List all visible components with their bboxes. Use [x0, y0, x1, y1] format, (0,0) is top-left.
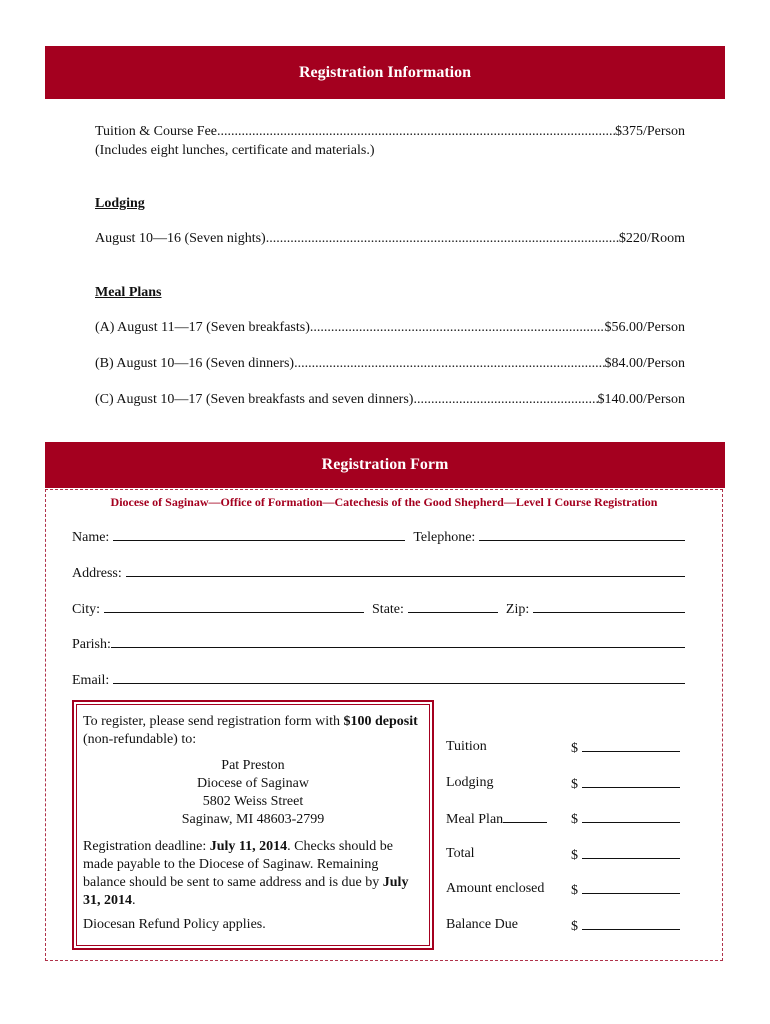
meal-plan-label: (B) August 10—16 (Seven dinners)	[95, 356, 295, 371]
form-subtitle: Diocese of Saginaw—Office of Formation—Catechesis of the Good Shepherd—Level I Course Registration	[110, 495, 658, 509]
balance-due-label: Balance Due	[446, 917, 518, 932]
lodging-amount-field[interactable]	[582, 775, 680, 788]
currency-symbol: $	[571, 883, 578, 898]
currency-symbol: $	[571, 848, 578, 863]
refund-policy: Diocesan Refund Policy applies.	[83, 917, 266, 932]
balance-due-date: July 31, 2014	[83, 875, 409, 908]
meal-plan-price: $140.00/Person	[597, 392, 685, 407]
address-line: Pat Preston	[221, 758, 285, 773]
leader-dots	[294, 356, 604, 372]
zip-field[interactable]	[533, 598, 685, 613]
meal-plan-label: (C) August 10—17 (Seven breakfasts and seven dinners)	[95, 392, 414, 407]
currency-symbol: $	[571, 812, 578, 827]
lodging-heading: Lodging	[95, 196, 145, 211]
city-label: City:	[72, 602, 101, 617]
zip-label: Zip:	[505, 602, 530, 617]
tuition-line	[95, 124, 685, 140]
registration-information-title: Registration Information	[299, 63, 471, 81]
deadline-paragraph	[83, 838, 423, 910]
meal-plan-label: (A) August 11—17 (Seven breakfasts)	[95, 320, 310, 335]
meal-plan-line-a	[95, 320, 685, 336]
address-label: Address:	[72, 566, 122, 581]
tuition-amount-label: Tuition	[446, 739, 487, 754]
tuition-note: (Includes eight lunches, certificate and materials.)	[95, 143, 375, 158]
leader-dots	[217, 124, 615, 140]
balance-due-field[interactable]	[582, 917, 680, 930]
meal-plan-line-b	[95, 356, 685, 372]
address-line: Diocese of Saginaw	[197, 776, 309, 791]
state-field[interactable]	[408, 598, 498, 613]
amount-enclosed-field[interactable]	[582, 881, 680, 894]
address-row	[72, 562, 685, 582]
address-line: 5802 Weiss Street	[202, 794, 304, 809]
meal-plan-amount-label: Meal Plan	[446, 812, 504, 827]
deadline-end: .	[132, 893, 136, 908]
leader-dots	[310, 320, 605, 336]
meal-plan-amount	[571, 810, 680, 828]
parish-label: Parish:	[72, 637, 111, 652]
telephone-label: Telephone:	[413, 530, 476, 545]
mailing-address	[83, 757, 423, 829]
address-line: Saginaw, MI 48603-2799	[181, 812, 325, 827]
tuition-amount-field[interactable]	[582, 739, 680, 752]
total-amount-field[interactable]	[582, 846, 680, 859]
tuition-label: Tuition & Course Fee	[95, 124, 217, 139]
lodging-label: August 10—16 (Seven nights)	[95, 231, 266, 246]
leader-dots	[266, 231, 619, 247]
leader-dots	[413, 392, 597, 408]
meal-plans-heading: Meal Plans	[95, 285, 162, 300]
city-state-zip-row	[72, 598, 685, 618]
parish-row	[72, 633, 685, 653]
email-row	[72, 669, 685, 689]
name-label: Name:	[72, 530, 110, 545]
instructions-inner	[76, 704, 430, 946]
meal-plan-line-c	[95, 392, 685, 408]
email-field[interactable]	[113, 669, 685, 684]
tuition-price: $375/Person	[615, 124, 685, 139]
lodging-amount-label: Lodging	[446, 775, 494, 790]
registration-form-title: Registration Form	[321, 456, 449, 473]
total-amount-label: Total	[446, 846, 475, 861]
lodging-amount	[571, 775, 680, 793]
instructions-box	[72, 700, 434, 950]
meal-plan-amount-field[interactable]	[582, 810, 680, 823]
email-label: Email:	[72, 673, 110, 688]
meal-plan-price: $56.00/Person	[604, 320, 685, 335]
state-label: State:	[372, 602, 404, 617]
parish-field[interactable]	[111, 633, 685, 648]
registration-information-header	[45, 46, 725, 99]
name-telephone-row	[72, 526, 685, 546]
deposit-amount: $100 deposit	[343, 714, 418, 729]
currency-symbol: $	[571, 919, 578, 934]
meal-plan-amount-label-row	[446, 810, 547, 828]
intro-text-end: (non-refundable) to:	[83, 732, 197, 747]
lodging-price: $220/Room	[618, 231, 685, 246]
total-amount	[571, 846, 680, 864]
currency-symbol: $	[571, 777, 578, 792]
deadline-date: July 11, 2014	[209, 839, 288, 854]
deadline-details: . Checks should be made payable to the Diocese of Saginaw. Remaining balance should be sent to same address and is due by	[83, 839, 393, 890]
currency-symbol: $	[571, 741, 578, 756]
amount-enclosed-label: Amount enclosed	[446, 881, 545, 896]
balance-due	[571, 917, 680, 935]
name-field[interactable]	[113, 526, 405, 541]
lodging-line	[95, 231, 685, 247]
meal-plan-price: $84.00/Person	[604, 356, 685, 371]
telephone-field[interactable]	[479, 526, 685, 541]
instructions-intro	[83, 713, 423, 749]
registration-form-header	[45, 442, 725, 488]
amount-enclosed	[571, 881, 680, 899]
deadline-text: Registration deadline:	[83, 839, 210, 854]
registration-form-box	[45, 489, 723, 961]
address-field[interactable]	[126, 562, 685, 577]
tuition-amount	[571, 739, 680, 757]
intro-text: To register, please send registration form with	[83, 714, 344, 729]
meal-plan-choice-field[interactable]	[503, 810, 547, 823]
city-field[interactable]	[104, 598, 364, 613]
